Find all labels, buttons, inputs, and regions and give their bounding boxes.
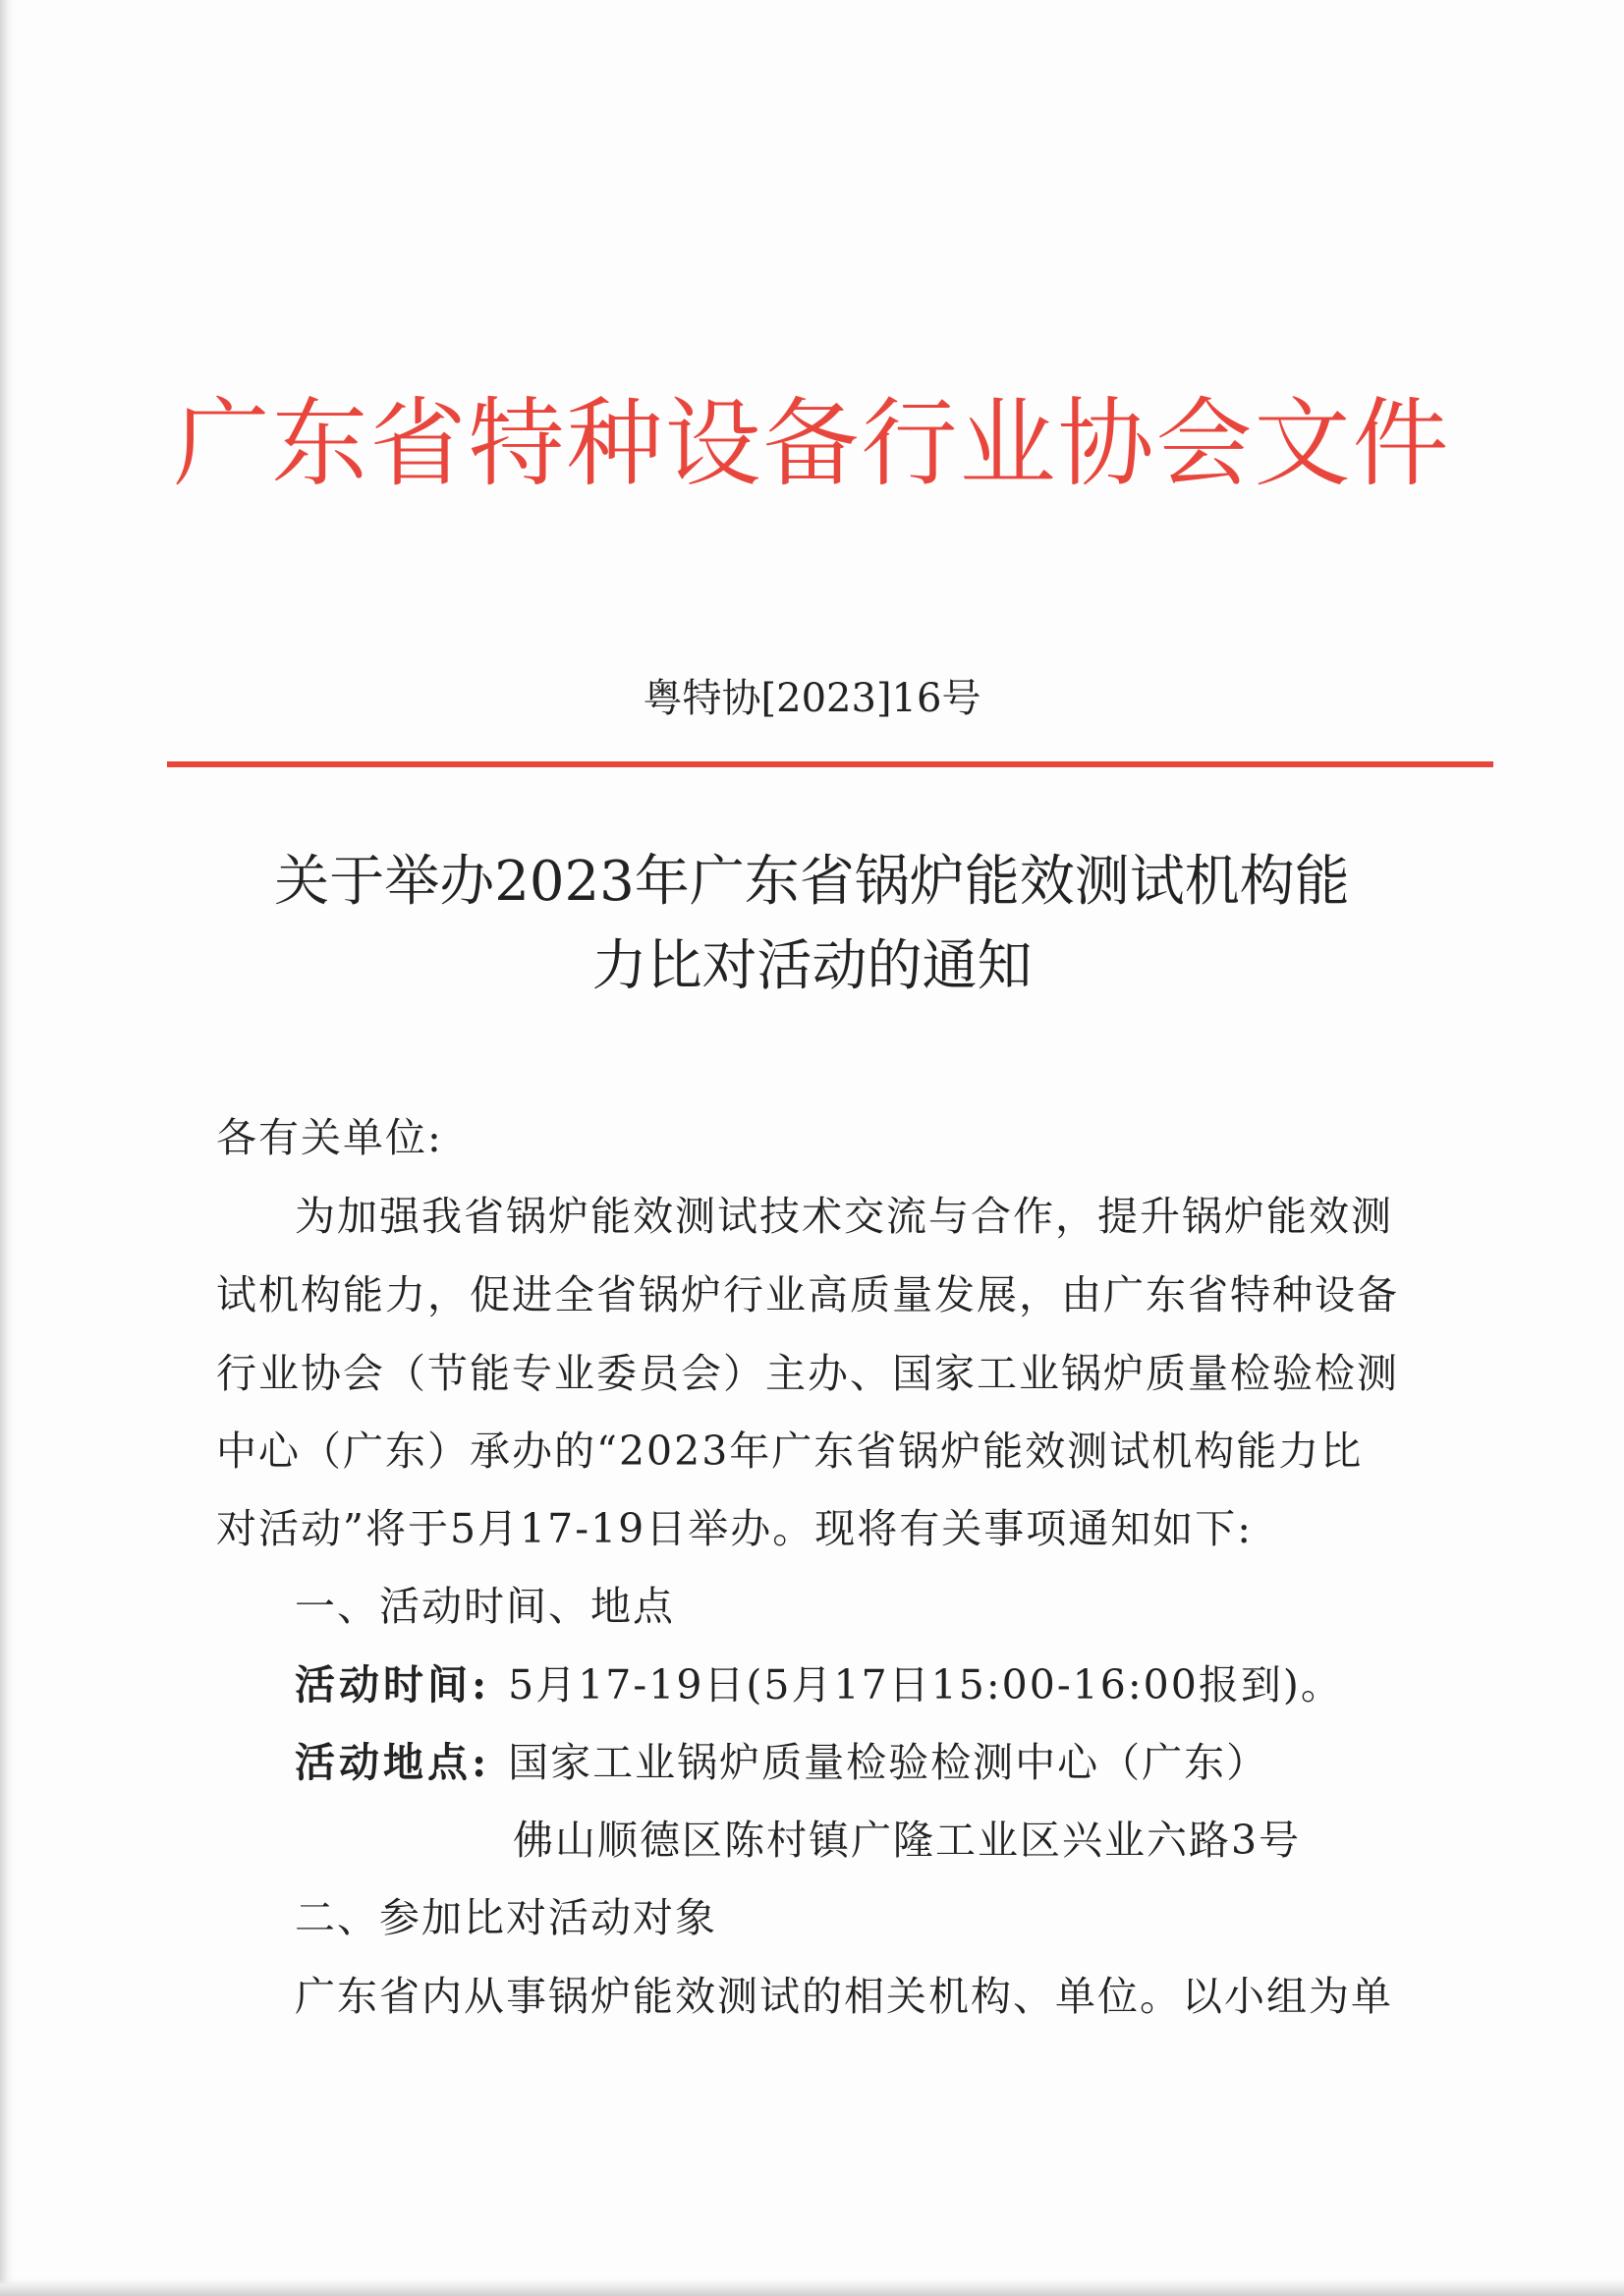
document-number: 粤特协[2023]16号	[643, 676, 981, 721]
header-divider	[167, 761, 1493, 767]
activity-place-label: 活动地点:	[295, 1739, 491, 1786]
paragraph-line: 对活动”将于5月17-19日举办。现将有关事项通知如下:	[216, 1505, 1254, 1552]
notice-title-line-1: 关于举办2023年广东省锅炉能效测试机构能	[274, 850, 1350, 914]
paragraph-line: 为加强我省锅炉能效测试技术交流与合作，提升锅炉能效测	[295, 1193, 1393, 1240]
scan-edge-left	[0, 0, 14, 2296]
activity-place-value: 国家工业锅炉质量检验检测中心（广东）	[508, 1739, 1269, 1786]
notice-title-line-2: 力比对活动的通知	[591, 934, 1033, 998]
section-2-text: 广东省内从事锅炉能效测试的相关机构、单位。以小组为单	[295, 1973, 1393, 2020]
activity-time-label: 活动时间:	[295, 1661, 491, 1708]
activity-time-row	[295, 1655, 1513, 1714]
paragraph-line: 试机构能力，促进全省锅炉行业高质量发展，由广东省特种设备	[216, 1271, 1399, 1318]
section-heading-1: 一、活动时间、地点	[295, 1583, 675, 1630]
activity-time-value: 5月17-19日(5月17日15:00-16:00报到)。	[508, 1661, 1343, 1708]
paragraph-line: 中心（广东）承办的“2023年广东省锅炉能效测试机构能力比	[216, 1428, 1364, 1475]
activity-place-row	[295, 1733, 1513, 1792]
document-header-title: 广东省特种设备行业协会文件	[173, 388, 1451, 500]
salutation: 各有关单位:	[216, 1114, 443, 1161]
section-heading-2: 二、参加比对活动对象	[295, 1894, 717, 1941]
paragraph-line: 行业协会（节能专业委员会）主办、国家工业锅炉质量检验检测	[216, 1350, 1399, 1397]
scan-edge-bottom	[0, 2278, 1624, 2296]
activity-address: 佛山顺德区陈村镇广隆工业区兴业六路3号	[513, 1817, 1302, 1864]
